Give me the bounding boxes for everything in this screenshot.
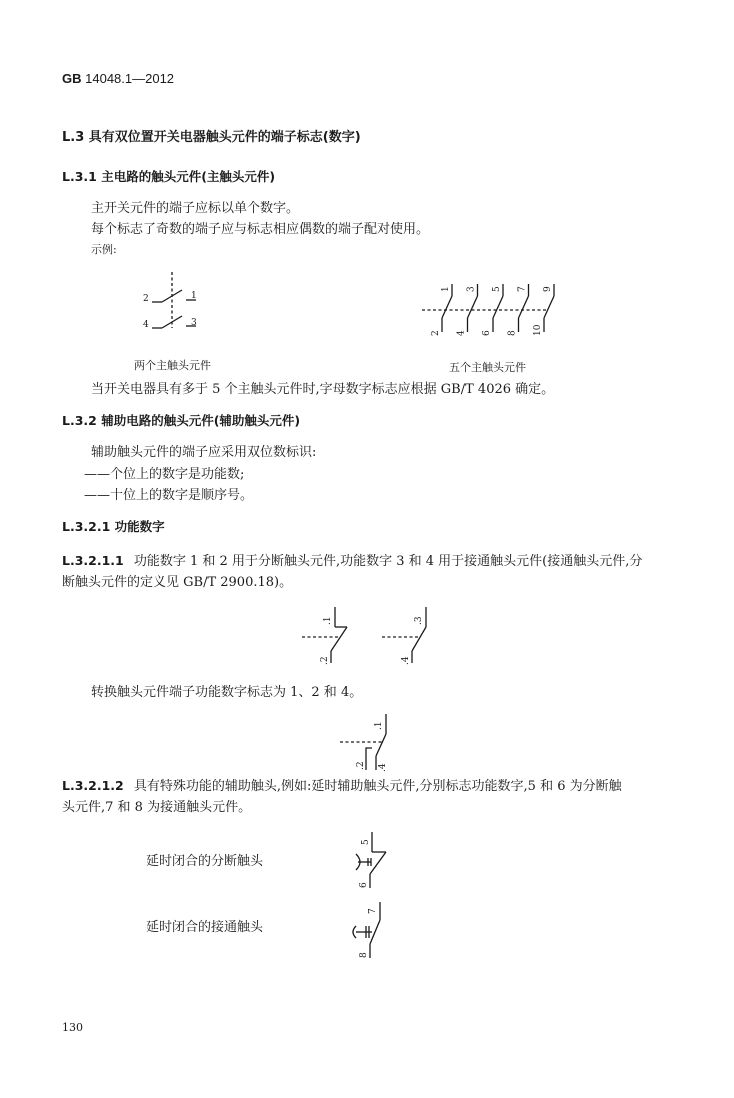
standard-header: [62, 72, 174, 85]
terminal-label: 4: [456, 330, 467, 336]
terminal-label: 6: [482, 330, 492, 336]
delayed-make-contact-diagram: [350, 900, 400, 962]
figure-caption: 五个主触头元件: [449, 361, 526, 374]
terminal-label: 2: [431, 330, 441, 336]
delayed-break-label: 延时闭合的分断触头: [146, 854, 264, 869]
terminal-label: 4: [143, 320, 149, 330]
paragraph: 主开关元件的端子应标以单个数字。: [91, 201, 300, 216]
paragraph: 每个标志了奇数的端子应与标志相应偶数的端子配对使用。: [91, 222, 430, 237]
terminal-label: 5: [361, 839, 371, 845]
terminal-label: .4: [378, 763, 388, 772]
section-title-l31: L.3.1 主电路的触头元件(主触头元件): [62, 169, 276, 184]
standard-code: GB: [62, 71, 82, 86]
two-main-contacts-diagram: [130, 270, 210, 340]
terminal-label: .2: [356, 761, 366, 770]
delayed-make-label: 延时闭合的接通触头: [146, 920, 264, 935]
changeover-contact-diagram: [338, 710, 398, 772]
paragraph: 当开关电器具有多于 5 个主触头元件时,字母数字标志应根据 GB/T 4026 确定。: [91, 382, 555, 397]
terminal-label: 8: [507, 330, 518, 336]
contact-line: [493, 296, 503, 318]
contact-line: [442, 296, 452, 318]
terminal-label: 7: [368, 908, 378, 914]
paragraph: [62, 555, 642, 568]
section-title-l32: L.3.2 辅助电路的触头元件(辅助触头元件): [62, 413, 301, 428]
paragraph: 辅助触头元件的端子应采用双位数标识:: [91, 445, 317, 460]
delayed-break-contact-diagram: [350, 830, 400, 892]
terminal-label: 10: [533, 324, 543, 336]
terminal-label: 1: [191, 291, 197, 301]
clause-number: L.3.2.1.2: [62, 778, 124, 793]
terminal-label: 7: [517, 286, 528, 292]
contact-line: [544, 296, 554, 318]
contact-line: [519, 296, 529, 318]
contact-line: [468, 296, 478, 318]
terminal-label: 5: [492, 286, 502, 292]
paragraph: 头元件,7 和 8 为接通触头元件。: [62, 800, 252, 815]
make-contact-diagram: [380, 605, 440, 667]
terminal-label: 3: [191, 318, 197, 328]
paragraph: 转换触头元件端子功能数字标志为 1、2 和 4。: [91, 685, 363, 700]
paragraph: [62, 780, 622, 793]
terminal-label: .2: [320, 656, 330, 665]
section-title-l321: L.3.2.1 功能数字: [62, 519, 165, 534]
terminal-label: .3: [414, 616, 424, 625]
clause-text: 功能数字 1 和 2 用于分断触头元件,功能数字 3 和 4 用于接通触头元件(接通触头元件,分: [133, 554, 643, 569]
terminal-label: 1: [441, 286, 451, 292]
terminal-label: 8: [359, 952, 369, 958]
terminal-label: 3: [466, 286, 477, 292]
section-title-l3: L.3 具有双位置开关电器触头元件的端子标志(数字): [62, 130, 361, 145]
list-item: ——个位上的数字是功能数;: [84, 467, 245, 482]
page-number: 130: [62, 1021, 83, 1034]
terminal-label: 2: [143, 294, 149, 304]
figure-caption: 两个主触头元件: [134, 359, 211, 372]
clause-text: 具有特殊功能的辅助触头,例如:延时辅助触头元件,分别标志功能数字,5 和 6 为分断触: [133, 779, 622, 794]
example-label: 示例:: [91, 243, 117, 256]
terminal-label: .1: [323, 616, 333, 625]
terminal-label: .1: [374, 721, 384, 730]
break-contact-diagram: [300, 605, 360, 667]
standard-number: 14048.1—2012: [85, 71, 175, 86]
paragraph: 断触头元件的定义见 GB/T 2900.18)。: [62, 575, 293, 590]
terminal-label: 9: [543, 286, 553, 292]
five-main-contacts-diagram: [418, 270, 568, 340]
clause-number: L.3.2.1.1: [62, 553, 124, 568]
list-item: ——十位上的数字是顺序号。: [84, 488, 254, 503]
terminal-label: .4: [401, 656, 411, 665]
terminal-label: 6: [359, 882, 369, 888]
